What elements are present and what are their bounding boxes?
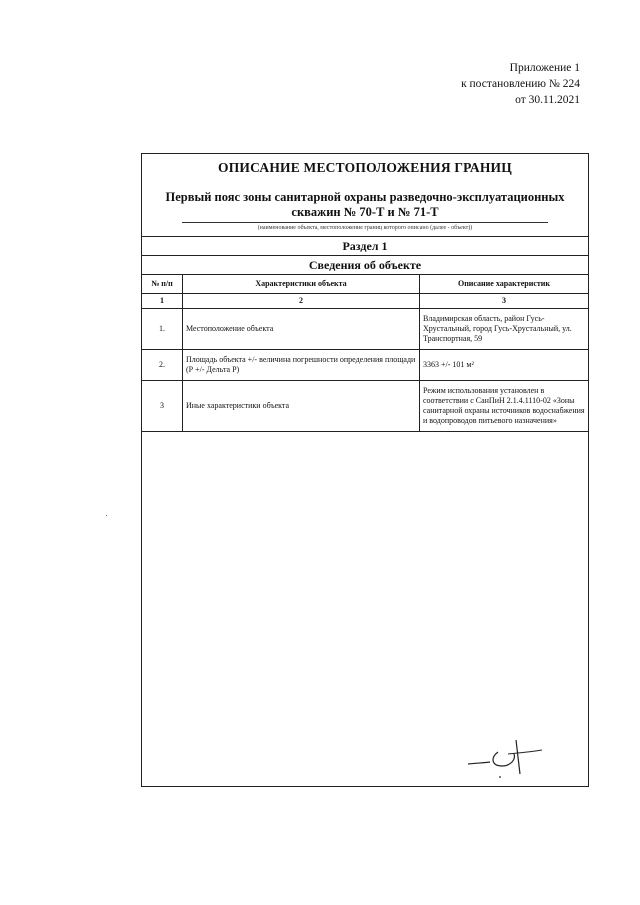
document-caption: (наименование объекта, местоположение границ которого описано (далее - объект)): [182, 222, 548, 232]
row-number-cell: 1.: [142, 309, 183, 350]
row-number-cell: 2.: [142, 350, 183, 381]
header-cell-characteristic: Характеристики объекта: [183, 275, 420, 294]
table-row: [142, 309, 588, 350]
document-subtitle: Первый пояс зоны санитарной охраны разведочно-эксплуатационных скважин № 70-Т и № 71-Т: [165, 190, 565, 219]
column-number-cell: 2: [183, 294, 420, 309]
characteristic-cell: Площадь объекта +/- величина погрешности определения площади (Р +/- Дельта Р): [183, 350, 420, 381]
description-cell: 3363 +/- 101 м²: [420, 350, 589, 381]
section-heading: Раздел 1: [142, 236, 588, 255]
appendix-line-3: от 30.11.2021: [515, 94, 580, 106]
column-number-cell: 1: [142, 294, 183, 309]
characteristic-cell: Местоположение объекта: [183, 309, 420, 350]
table-row: [142, 381, 588, 432]
header-cell-description: Описание характеристик: [420, 275, 589, 294]
characteristic-cell: Иные характеристики объекта: [183, 381, 420, 432]
handwritten-signature: [460, 732, 550, 782]
appendix-line-1: Приложение 1: [509, 62, 580, 74]
table-row: [142, 350, 588, 381]
document-title: ОПИСАНИЕ МЕСТОПОЛОЖЕНИЯ ГРАНИЦ: [218, 160, 512, 175]
table-header-row: [142, 275, 588, 294]
object-info-table: [142, 274, 588, 432]
column-number-cell: 3: [420, 294, 589, 309]
column-number-row: [142, 294, 588, 309]
header-cell-number: № п/п: [142, 275, 183, 294]
scan-speck: [106, 515, 107, 516]
row-number-cell: 3: [142, 381, 183, 432]
appendix-line-2: к постановлению № 224: [461, 78, 580, 90]
description-cell: Владимирская область, район Гусь-Хрустальный, город Гусь-Хрустальный, ул. Транспортная, 59: [420, 309, 589, 350]
appendix-header: [461, 60, 580, 108]
document-frame: [141, 153, 589, 787]
section-title: Сведения об объекте: [142, 255, 588, 274]
description-cell: Режим использования установлен в соответствии с СанПиН 2.1.4.1110-02 «Зоны санитарной охраны источников водоснабжения и водопроводов питьевого назначения»: [420, 381, 589, 432]
